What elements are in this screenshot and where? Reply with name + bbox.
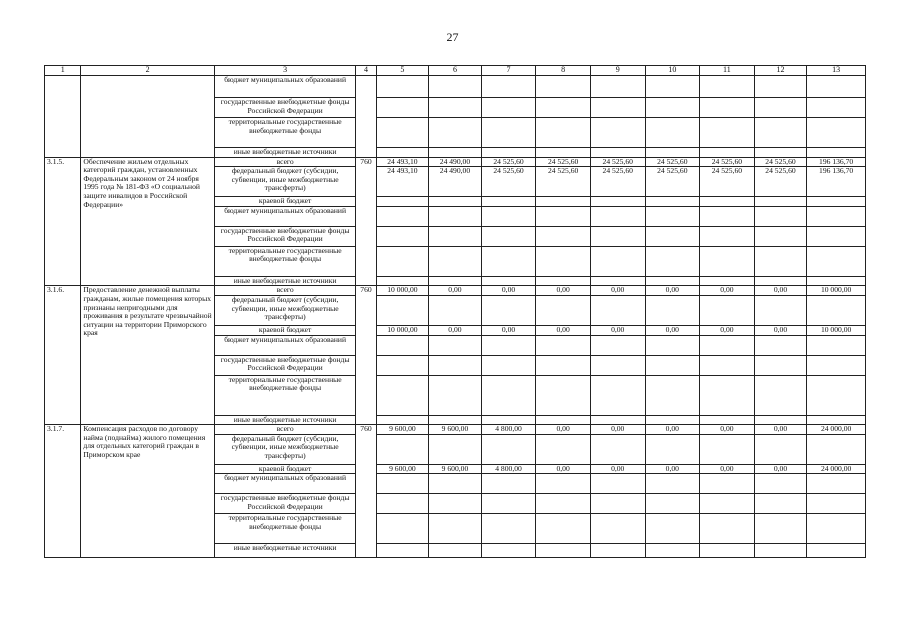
value-cell	[481, 118, 536, 148]
header-col-6: 6	[429, 66, 482, 76]
source-cell: федеральный бюджет (субсидии, субвенции, иные межбюджетные трансферты)	[214, 434, 356, 464]
value-cell: 10 000,00	[807, 325, 866, 335]
value-cell	[754, 544, 807, 558]
budget-code	[356, 76, 376, 158]
source-cell: территориальные государственные внебюджетные фонды	[214, 514, 356, 544]
value-cell	[807, 148, 866, 158]
header-col-13: 13	[807, 66, 866, 76]
value-cell	[645, 355, 700, 375]
source-cell: государственные внебюджетные фонды Российской Федерации	[214, 226, 356, 246]
value-cell	[481, 276, 536, 286]
value-cell	[429, 474, 482, 494]
activity-name: Обеспечение жильем отдельных категорий граждан, установленных Федеральным законом от 24 ноября 1995 года № 181-ФЗ «О социальной защите инвалидов в Российской Федерации»	[81, 157, 214, 286]
value-cell	[700, 514, 755, 544]
value-cell	[645, 148, 700, 158]
value-cell: 9 600,00	[429, 425, 482, 435]
value-cell	[376, 415, 429, 425]
value-cell	[700, 226, 755, 246]
value-cell	[807, 355, 866, 375]
value-cell	[645, 226, 700, 246]
value-cell: 0,00	[481, 325, 536, 335]
value-cell	[700, 415, 755, 425]
value-cell	[481, 76, 536, 98]
header-col-11: 11	[700, 66, 755, 76]
value-cell	[700, 98, 755, 118]
value-cell	[376, 206, 429, 226]
value-cell	[754, 98, 807, 118]
value-cell	[590, 474, 645, 494]
value-cell	[481, 474, 536, 494]
source-cell: федеральный бюджет (субсидии, субвенции, иные межбюджетные трансферты)	[214, 167, 356, 197]
value-cell	[376, 335, 429, 355]
header-col-3: 3	[214, 66, 356, 76]
value-cell	[754, 246, 807, 276]
value-cell	[481, 197, 536, 207]
value-cell	[481, 246, 536, 276]
header-col-12: 12	[754, 66, 807, 76]
value-cell	[481, 544, 536, 558]
value-cell: 0,00	[429, 325, 482, 335]
value-cell	[700, 494, 755, 514]
value-cell	[754, 514, 807, 544]
value-cell	[645, 415, 700, 425]
value-cell	[700, 474, 755, 494]
value-cell	[376, 355, 429, 375]
table-row	[45, 286, 866, 296]
value-cell	[754, 415, 807, 425]
activity-name	[81, 76, 214, 158]
value-cell	[481, 335, 536, 355]
value-cell	[429, 246, 482, 276]
value-cell	[376, 197, 429, 207]
value-cell: 4 800,00	[481, 425, 536, 435]
value-cell: 0,00	[590, 464, 645, 474]
value-cell	[376, 148, 429, 158]
value-cell: 0,00	[754, 425, 807, 435]
value-cell	[429, 295, 482, 325]
value-cell	[754, 118, 807, 148]
value-cell	[481, 295, 536, 325]
value-cell	[645, 375, 700, 415]
value-cell	[590, 206, 645, 226]
value-cell	[376, 375, 429, 415]
value-cell	[645, 118, 700, 148]
value-cell	[700, 276, 755, 286]
budget-code: 760	[356, 157, 376, 286]
value-cell	[536, 206, 591, 226]
value-cell: 0,00	[536, 286, 591, 296]
value-cell: 9 600,00	[429, 464, 482, 474]
table-row	[45, 76, 866, 98]
value-cell: 9 600,00	[376, 425, 429, 435]
value-cell: 0,00	[700, 464, 755, 474]
value-cell	[645, 76, 700, 98]
value-cell	[645, 434, 700, 464]
source-cell: территориальные государственные внебюджетные фонды	[214, 375, 356, 415]
value-cell	[645, 474, 700, 494]
value-cell: 0,00	[536, 425, 591, 435]
value-cell: 0,00	[536, 464, 591, 474]
value-cell	[376, 494, 429, 514]
value-cell	[807, 226, 866, 246]
value-cell	[376, 434, 429, 464]
value-cell: 10 000,00	[807, 286, 866, 296]
value-cell: 0,00	[429, 286, 482, 296]
value-cell: 0,00	[645, 425, 700, 435]
value-cell	[536, 148, 591, 158]
value-cell	[700, 355, 755, 375]
value-cell	[429, 415, 482, 425]
row-index: 3.1.5.	[45, 157, 81, 286]
page-number: 27	[446, 30, 459, 44]
value-cell	[754, 295, 807, 325]
value-cell	[481, 148, 536, 158]
value-cell	[645, 98, 700, 118]
value-cell: 10 000,00	[376, 286, 429, 296]
value-cell: 0,00	[700, 325, 755, 335]
value-cell	[590, 335, 645, 355]
value-cell	[536, 226, 591, 246]
value-cell: 24 525,60	[645, 167, 700, 197]
value-cell	[429, 206, 482, 226]
source-cell: всего	[214, 157, 356, 167]
source-cell: территориальные государственные внебюджетные фонды	[214, 246, 356, 276]
value-cell	[807, 295, 866, 325]
value-cell: 196 136,70	[807, 157, 866, 167]
value-cell: 0,00	[645, 464, 700, 474]
value-cell	[429, 335, 482, 355]
value-cell	[590, 118, 645, 148]
budget-table	[44, 65, 866, 558]
value-cell	[590, 355, 645, 375]
value-cell	[590, 544, 645, 558]
value-cell	[700, 118, 755, 148]
value-cell	[754, 197, 807, 207]
value-cell	[590, 197, 645, 207]
value-cell	[376, 246, 429, 276]
source-cell: иные внебюджетные источники	[214, 276, 356, 286]
value-cell: 24 525,60	[481, 157, 536, 167]
value-cell	[429, 375, 482, 415]
value-cell	[481, 375, 536, 415]
value-cell	[536, 335, 591, 355]
value-cell: 24 493,10	[376, 157, 429, 167]
value-cell	[590, 434, 645, 464]
value-cell	[429, 544, 482, 558]
value-cell	[481, 514, 536, 544]
header-col-10: 10	[645, 66, 700, 76]
source-cell: всего	[214, 286, 356, 296]
value-cell	[376, 276, 429, 286]
value-cell	[429, 355, 482, 375]
value-cell	[645, 246, 700, 276]
value-cell	[590, 514, 645, 544]
value-cell	[590, 295, 645, 325]
table-row	[45, 157, 866, 167]
value-cell	[536, 474, 591, 494]
value-cell	[754, 335, 807, 355]
value-cell	[754, 474, 807, 494]
value-cell	[429, 98, 482, 118]
value-cell: 24 000,00	[807, 464, 866, 474]
value-cell	[700, 335, 755, 355]
value-cell	[481, 494, 536, 514]
header-col-5: 5	[376, 66, 429, 76]
source-cell: иные внебюджетные источники	[214, 148, 356, 158]
value-cell	[807, 276, 866, 286]
value-cell	[807, 246, 866, 276]
value-cell	[754, 206, 807, 226]
value-cell	[536, 246, 591, 276]
source-cell: государственные внебюджетные фонды Российской Федерации	[214, 355, 356, 375]
value-cell	[536, 544, 591, 558]
value-cell	[376, 514, 429, 544]
value-cell: 24 525,60	[700, 157, 755, 167]
value-cell: 0,00	[536, 325, 591, 335]
activity-name: Компенсация расходов по договору найма (поднайма) жилого помещения для отдельных категорий граждан в Приморском крае	[81, 425, 214, 558]
source-cell: краевой бюджет	[214, 464, 356, 474]
value-cell	[645, 335, 700, 355]
value-cell	[590, 226, 645, 246]
value-cell	[754, 355, 807, 375]
value-cell	[429, 226, 482, 246]
value-cell: 0,00	[590, 286, 645, 296]
value-cell	[700, 206, 755, 226]
value-cell	[536, 98, 591, 118]
value-cell	[807, 544, 866, 558]
value-cell	[590, 276, 645, 286]
value-cell	[645, 206, 700, 226]
value-cell: 24 525,60	[536, 157, 591, 167]
value-cell: 0,00	[754, 325, 807, 335]
value-cell	[645, 295, 700, 325]
row-index: 3.1.6.	[45, 286, 81, 425]
value-cell: 0,00	[645, 325, 700, 335]
header-row	[45, 66, 866, 76]
value-cell	[700, 295, 755, 325]
source-cell: всего	[214, 425, 356, 435]
activity-name: Предоставление денежной выплаты гражданам, жилые помещения которых признаны непригодными для проживания в результате чрезвычайной ситуации на территории Приморского края	[81, 286, 214, 425]
value-cell	[481, 206, 536, 226]
value-cell	[807, 206, 866, 226]
value-cell	[429, 514, 482, 544]
budget-code: 760	[356, 286, 376, 425]
value-cell	[481, 226, 536, 246]
value-cell: 24 525,60	[645, 157, 700, 167]
value-cell	[754, 375, 807, 415]
value-cell	[700, 246, 755, 276]
value-cell	[536, 514, 591, 544]
value-cell: 24 490,00	[429, 157, 482, 167]
value-cell	[590, 246, 645, 276]
value-cell	[536, 197, 591, 207]
row-index	[45, 76, 81, 158]
value-cell	[536, 494, 591, 514]
source-cell: бюджет муниципальных образований	[214, 474, 356, 494]
value-cell	[590, 148, 645, 158]
value-cell	[645, 276, 700, 286]
value-cell	[807, 474, 866, 494]
source-cell: государственные внебюджетные фонды Российской Федерации	[214, 98, 356, 118]
value-cell	[754, 276, 807, 286]
value-cell: 24 525,60	[590, 167, 645, 197]
value-cell	[807, 118, 866, 148]
value-cell: 24 525,60	[754, 157, 807, 167]
value-cell	[429, 118, 482, 148]
value-cell	[754, 434, 807, 464]
value-cell	[754, 148, 807, 158]
value-cell	[481, 355, 536, 375]
value-cell: 196 136,70	[807, 167, 866, 197]
value-cell	[481, 415, 536, 425]
value-cell	[376, 474, 429, 494]
value-cell	[807, 494, 866, 514]
value-cell	[376, 118, 429, 148]
value-cell	[376, 76, 429, 98]
value-cell	[536, 375, 591, 415]
source-cell: федеральный бюджет (субсидии, субвенции, иные межбюджетные трансферты)	[214, 295, 356, 325]
value-cell	[645, 197, 700, 207]
value-cell	[807, 98, 866, 118]
value-cell	[429, 276, 482, 286]
source-cell: иные внебюджетные источники	[214, 544, 356, 558]
value-cell: 24 525,60	[481, 167, 536, 197]
source-cell: краевой бюджет	[214, 325, 356, 335]
value-cell	[807, 434, 866, 464]
value-cell: 24 525,60	[590, 157, 645, 167]
value-cell	[700, 375, 755, 415]
header-col-7: 7	[481, 66, 536, 76]
value-cell: 0,00	[700, 286, 755, 296]
value-cell	[590, 98, 645, 118]
value-cell: 0,00	[481, 286, 536, 296]
value-cell	[536, 295, 591, 325]
source-cell: краевой бюджет	[214, 197, 356, 207]
value-cell	[807, 335, 866, 355]
value-cell	[645, 544, 700, 558]
budget-code: 760	[356, 425, 376, 558]
value-cell	[376, 295, 429, 325]
value-cell	[700, 434, 755, 464]
source-cell: государственные внебюджетные фонды Российской Федерации	[214, 494, 356, 514]
value-cell	[645, 494, 700, 514]
value-cell	[481, 434, 536, 464]
value-cell	[536, 355, 591, 375]
value-cell	[754, 226, 807, 246]
source-cell: бюджет муниципальных образований	[214, 206, 356, 226]
value-cell	[807, 514, 866, 544]
value-cell	[376, 226, 429, 246]
value-cell	[807, 375, 866, 415]
value-cell	[700, 197, 755, 207]
value-cell	[536, 415, 591, 425]
value-cell	[807, 76, 866, 98]
value-cell	[590, 375, 645, 415]
value-cell	[536, 434, 591, 464]
source-cell: бюджет муниципальных образований	[214, 335, 356, 355]
value-cell	[645, 514, 700, 544]
value-cell	[536, 76, 591, 98]
header-col-1: 1	[45, 66, 81, 76]
value-cell	[536, 118, 591, 148]
value-cell	[536, 276, 591, 286]
value-cell	[429, 434, 482, 464]
header-col-9: 9	[590, 66, 645, 76]
source-cell: бюджет муниципальных образований	[214, 76, 356, 98]
value-cell: 0,00	[754, 286, 807, 296]
value-cell: 24 525,60	[700, 167, 755, 197]
table-body	[45, 66, 866, 558]
source-cell: иные внебюджетные источники	[214, 415, 356, 425]
value-cell	[429, 148, 482, 158]
table-row	[45, 425, 866, 435]
value-cell	[429, 494, 482, 514]
value-cell: 0,00	[590, 325, 645, 335]
value-cell: 10 000,00	[376, 325, 429, 335]
value-cell	[429, 197, 482, 207]
header-col-8: 8	[536, 66, 591, 76]
value-cell	[807, 197, 866, 207]
value-cell: 9 600,00	[376, 464, 429, 474]
value-cell: 4 800,00	[481, 464, 536, 474]
value-cell	[700, 148, 755, 158]
value-cell: 0,00	[590, 425, 645, 435]
value-cell: 0,00	[700, 425, 755, 435]
value-cell	[590, 415, 645, 425]
value-cell: 0,00	[754, 464, 807, 474]
value-cell: 24 525,60	[754, 167, 807, 197]
value-cell	[590, 76, 645, 98]
value-cell	[429, 76, 482, 98]
value-cell: 24 490,00	[429, 167, 482, 197]
value-cell	[481, 98, 536, 118]
row-index: 3.1.7.	[45, 425, 81, 558]
source-cell: территориальные государственные внебюджетные фонды	[214, 118, 356, 148]
value-cell	[376, 544, 429, 558]
value-cell: 24 525,60	[536, 167, 591, 197]
value-cell	[700, 544, 755, 558]
header-col-2: 2	[81, 66, 214, 76]
value-cell	[807, 415, 866, 425]
value-cell	[754, 76, 807, 98]
value-cell	[700, 76, 755, 98]
header-col-4: 4	[356, 66, 376, 76]
value-cell	[376, 98, 429, 118]
value-cell	[754, 494, 807, 514]
value-cell: 24 000,00	[807, 425, 866, 435]
value-cell: 24 493,10	[376, 167, 429, 197]
value-cell: 0,00	[645, 286, 700, 296]
value-cell	[590, 494, 645, 514]
